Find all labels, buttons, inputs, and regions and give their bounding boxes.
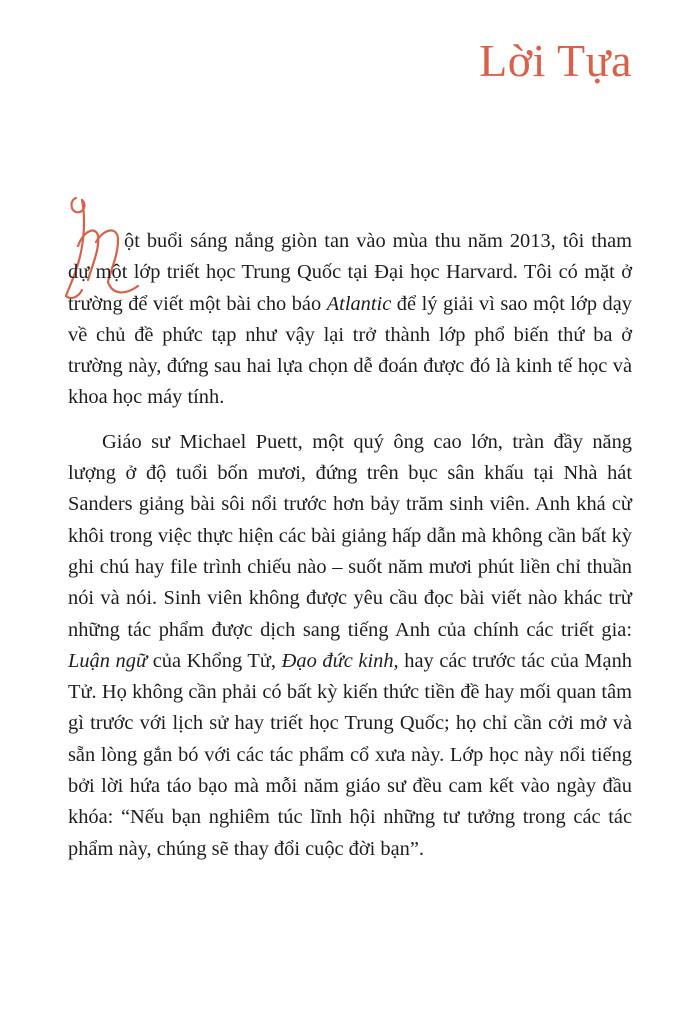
paragraph-1-text-b: để lý giải vì sao một lớp dạy về chủ đề phức tạp như vậy lại trở thành lớp phổ biến thứ ba ở trường này, đứng sau hai lựa chọn dễ đoán được đó là kinh tế học và khoa học máy tính. <box>68 292 633 409</box>
paragraph-2-text-c: , hay các trước tác của Mạnh Tử. Họ không cần phải có bất kỳ kiến thức tiền đề hay mối quan tâm gì trước với lịch sử hay triết học Trung Quốc; họ chỉ cần cởi mở và sẵn lòng gắn bó với các tác phẩm cổ xưa này. Lớp học này nổi tiếng bởi lời hứa táo bạo mà mỗi năm giáo sư đều cam kết vào ngày đầu khóa: “Nếu bạn nghiêm túc lĩnh hội những tư tưởng trong các tác phẩm này, chúng sẽ thay đổi cuộc đời bạn”. <box>68 649 632 860</box>
paragraph-2-italic-luan-ngu: Luận ngữ <box>68 649 148 672</box>
paragraph-2-italic-dao-duc-kinh: Đạo đức kinh <box>281 649 394 672</box>
paragraph-1-italic-atlantic: Atlantic <box>326 292 392 315</box>
body-text <box>68 226 632 865</box>
chapter-title: Lời Tựa <box>479 35 632 86</box>
paragraph-1-text-a: ột buổi sáng nắng giòn tan vào mùa thu năm 2013, tôi tham dự một lớp triết học Trung Quốc tại Đại học Harvard. Tôi có mặt ở trường để viết một bài cho báo <box>68 230 632 315</box>
paragraph-2 <box>68 427 632 865</box>
paragraph-2-text-a: Giáo sư Michael Puett, một quý ông cao lớn, tràn đầy năng lượng ở độ tuổi bốn mươi, đứng trên bục sân khấu tại Nhà hát Sanders giảng bài sôi nổi trước hơn bảy trăm sinh viên. Anh khá cừ khôi trong việc thực hiện các bài giảng hấp dẫn mà không cần bất kỳ ghi chú hay file trình chiếu nào – suốt năm mươi phút liền chỉ thuần nói và nói. Sinh viên không được yêu cầu đọc bài viết nào khác trừ những tác phẩm được dịch sang tiếng Anh của chính các triết gia: <box>68 430 632 641</box>
paragraph-2-text-b: của Khổng Tử, <box>147 649 282 672</box>
paragraph-1 <box>68 226 632 414</box>
